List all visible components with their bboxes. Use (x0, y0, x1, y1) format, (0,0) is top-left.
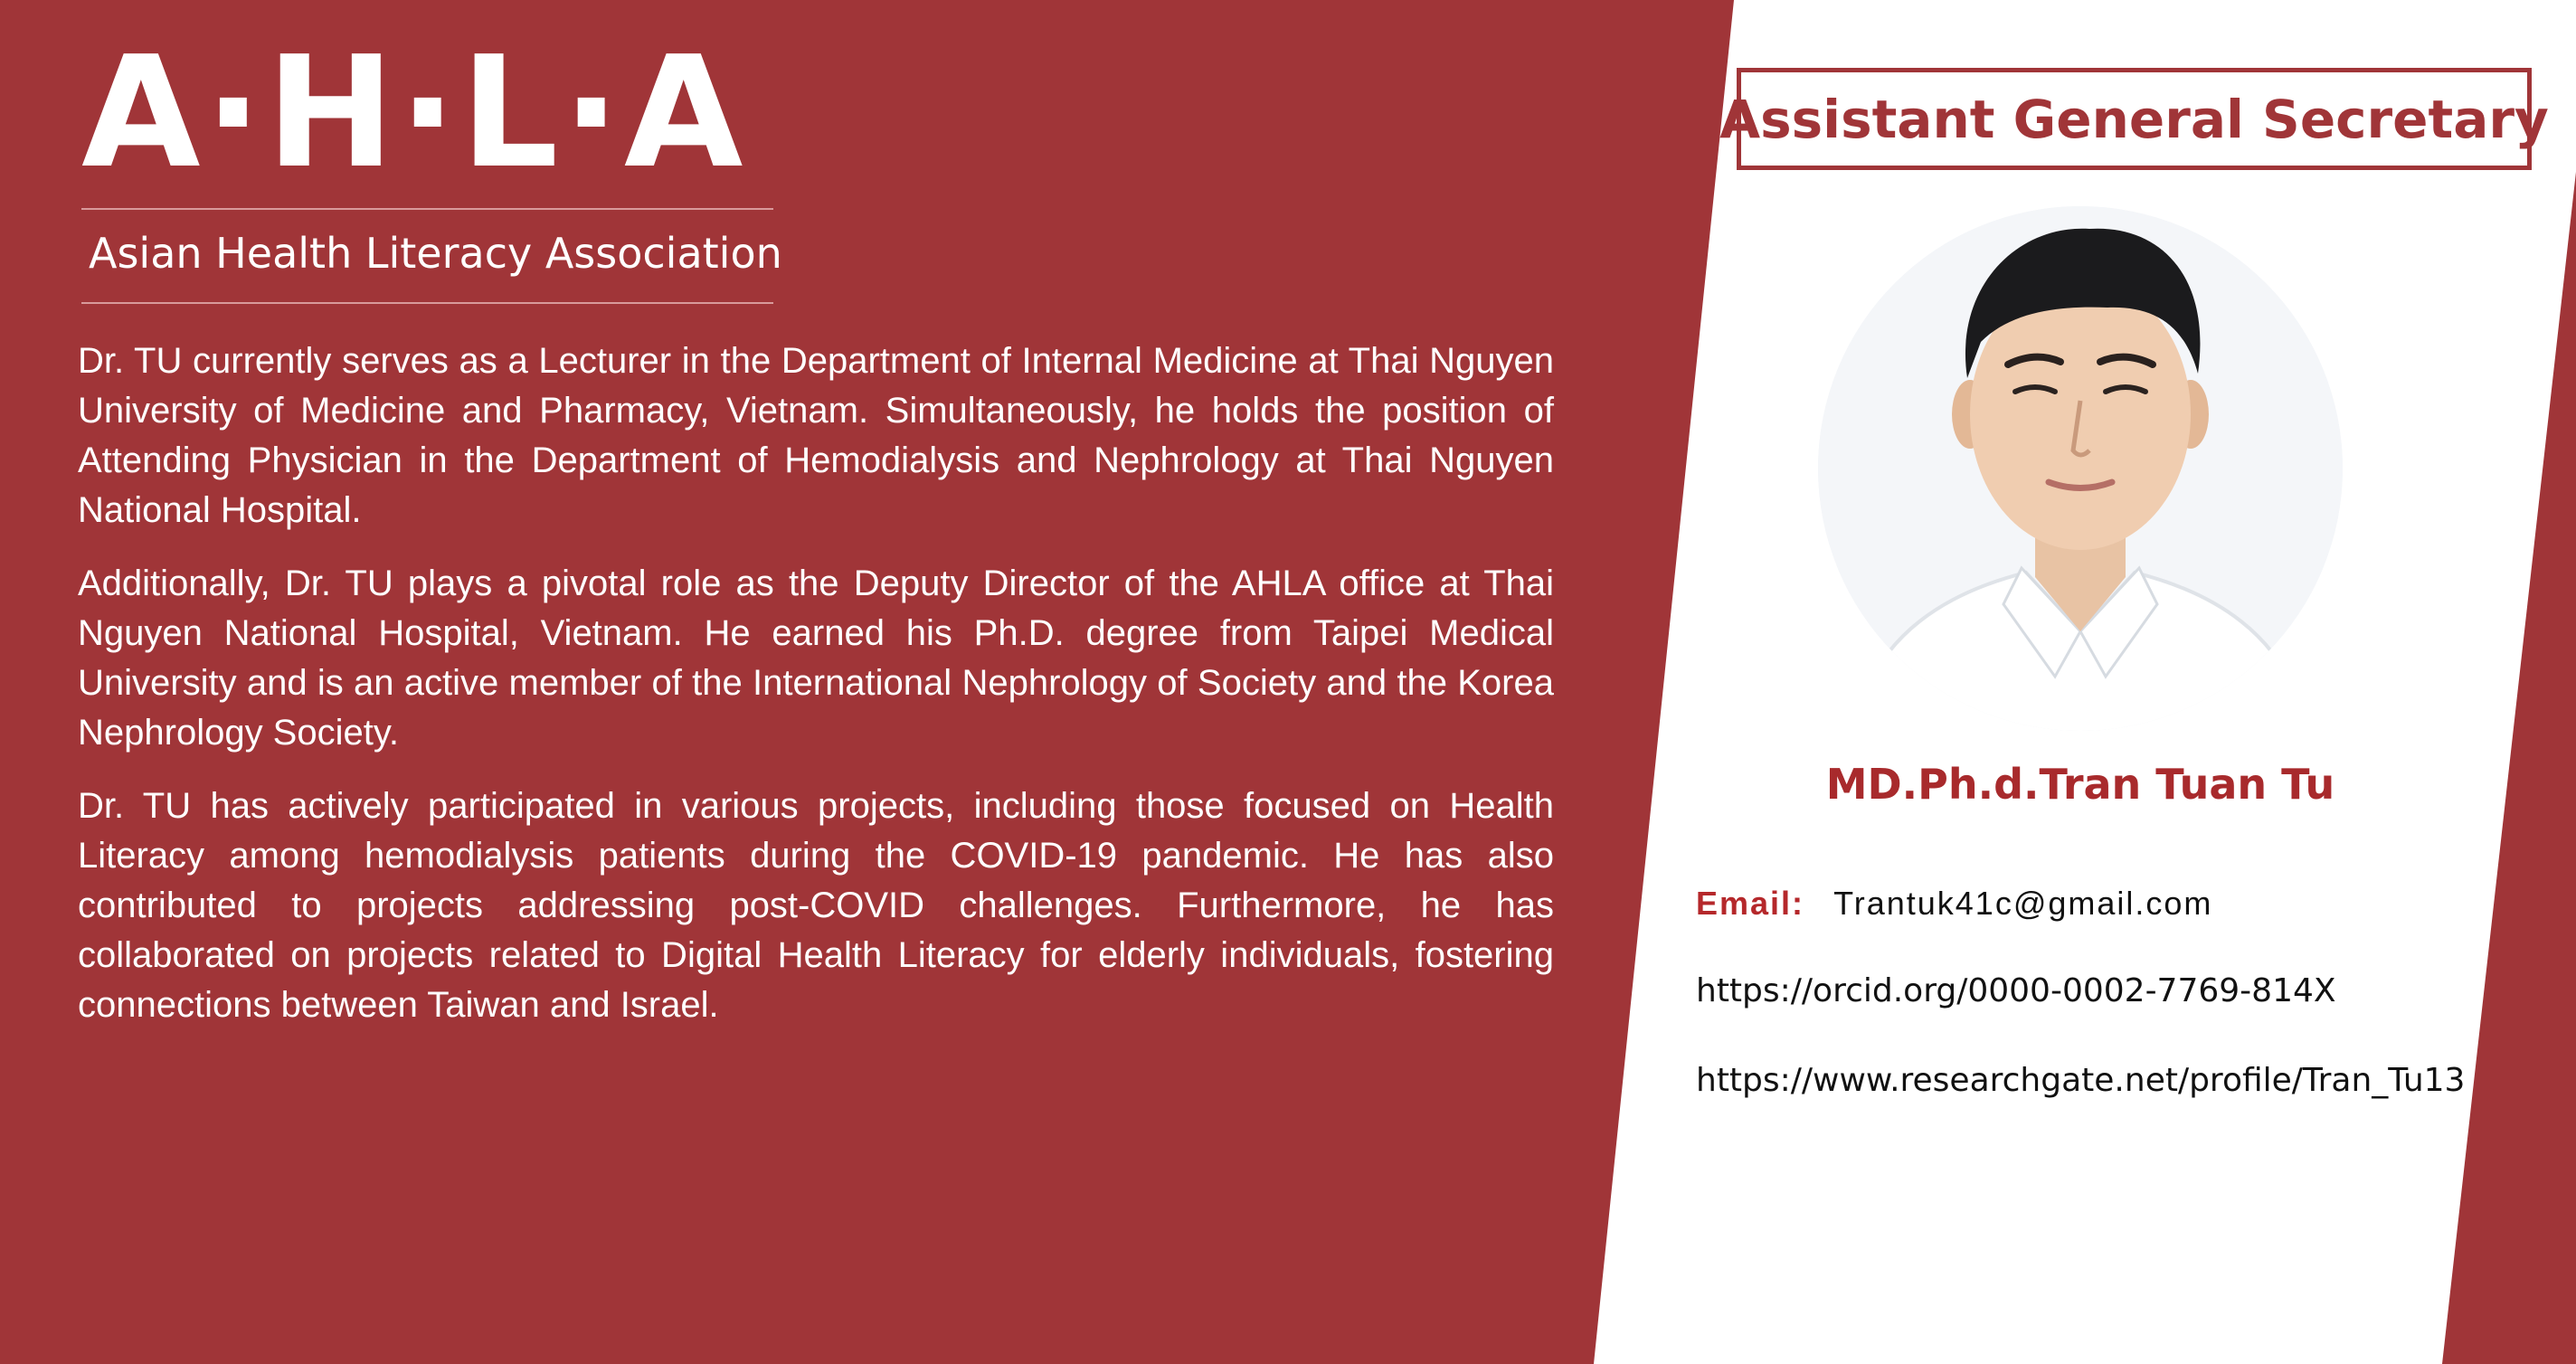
logo-title: A·H·L·A (81, 24, 747, 203)
role-title-box (1719, 68, 2549, 170)
person-name: MD.Ph.d.Tran Tuan Tu (1825, 760, 2335, 809)
person-portrait-icon (1818, 206, 2343, 731)
email-row (1696, 885, 2212, 923)
biography (78, 336, 1554, 1054)
orcid-link[interactable]: https://orcid.org/0000-0002-7769-814X (1696, 972, 2336, 1009)
researchgate-link[interactable]: https://www.researchgate.net/profile/Tran_Tu13 (1696, 1062, 2466, 1099)
bio-paragraph: Dr. TU has actively participated in various projects, including those focused on Health Literacy among hemodialysis patients during the COVID-19 pandemic. He has also contributed to projects addressing post-COVID challenges. Furthermore, he has collaborated on projects related to Digital Health Literacy for elderly individuals, fostering connections between Taiwan and Israel. (78, 786, 1554, 1025)
role-title: Assistant General Secretary (1719, 88, 2549, 150)
email-label: Email: (1696, 885, 1805, 922)
email-link[interactable]: Trantuk41c@gmail.com (1833, 885, 2213, 922)
logo-subtitle: Asian Health Literacy Association (89, 229, 782, 278)
logo-divider-bottom (81, 302, 773, 304)
ahla-logo (81, 24, 782, 304)
bio-paragraph: Additionally, Dr. TU plays a pivotal role as the Deputy Director of the AHLA office at Thai Nguyen National Hospital, Vietnam. He earned his Ph.D. degree from Taipei Medical University and is an active member of the International Nephrology of Society and the Korea Nephrology Society. (78, 564, 1554, 753)
profile-photo (1818, 206, 2343, 731)
bio-paragraph: Dr. TU currently serves as a Lecturer in the Department of Internal Medicine at Thai Nguyen University of Medicine and Pharmacy, Vietnam. Simultaneously, he holds the position of Attending Physician in the Department of Hemodialysis and Nephrology at Thai Nguyen National Hospital. (78, 341, 1554, 530)
